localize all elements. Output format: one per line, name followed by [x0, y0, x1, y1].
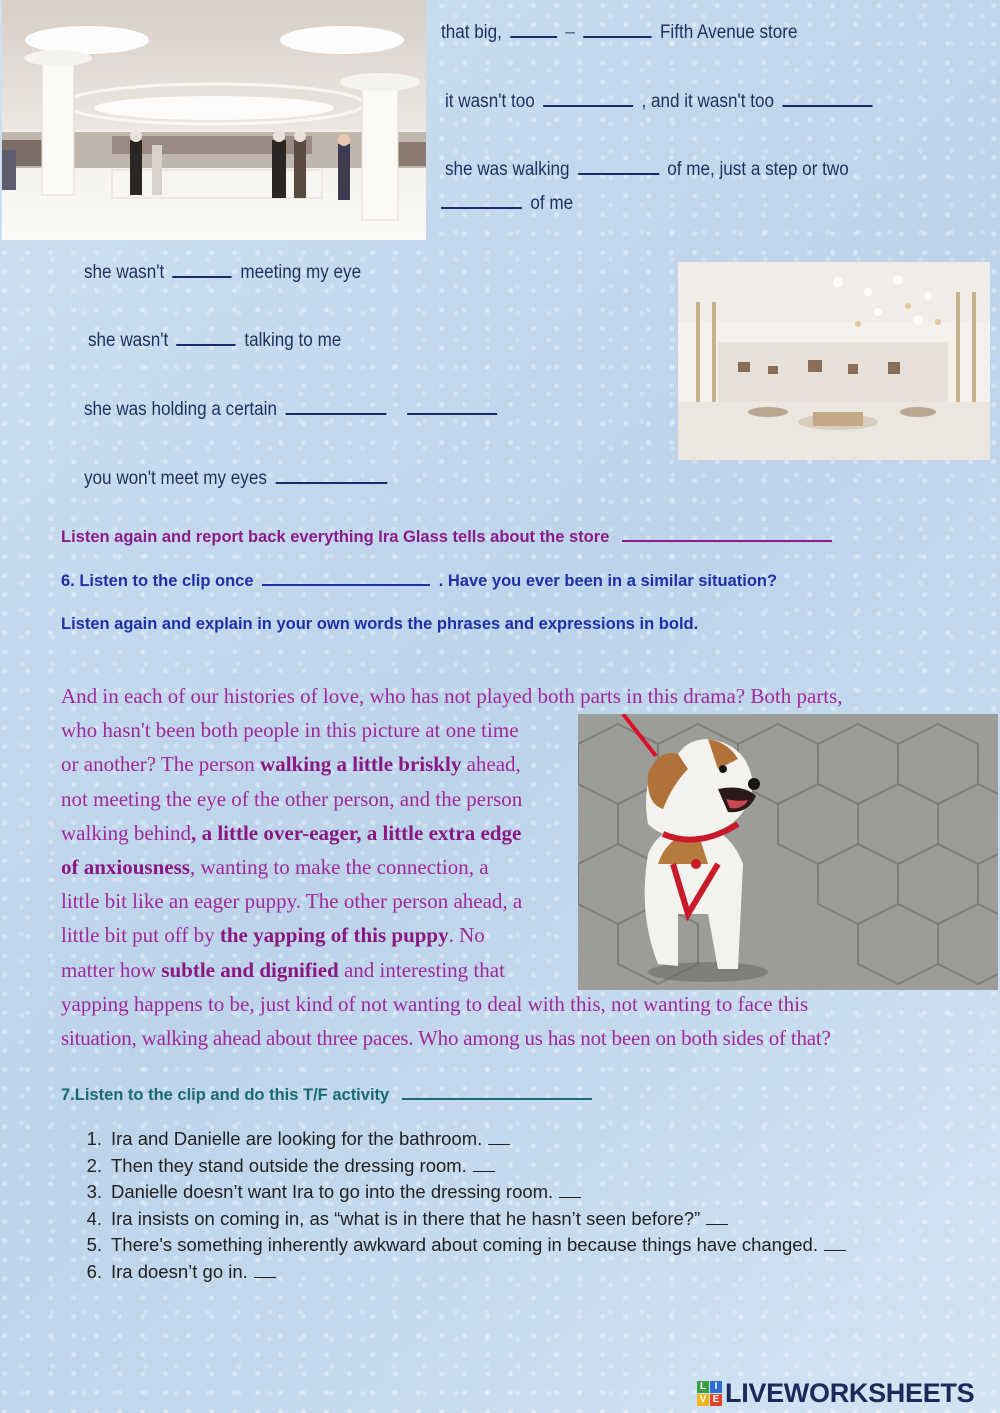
- report-instruction: [61, 528, 836, 547]
- passage-line: [61, 953, 961, 987]
- fill-text: of me: [530, 193, 574, 214]
- instruction-text: 7.Listen to the clip and do this T/F activity: [61, 1086, 390, 1104]
- passage-line: [61, 850, 961, 884]
- tf-number: 6.: [86, 1260, 102, 1282]
- tf-item-6: [72, 1261, 846, 1288]
- passage-text: . No: [448, 923, 485, 948]
- tf-text: Ira doesn’t go in.: [111, 1260, 248, 1282]
- liveworksheets-wordmark: LIVEWORKSHEETS: [725, 1377, 975, 1408]
- tf-answer-blank[interactable]: [824, 1249, 846, 1251]
- blank[interactable]: [262, 582, 430, 586]
- passage-text: ahead,: [461, 752, 521, 777]
- logo-letter: L: [697, 1381, 709, 1393]
- bold-phrase: the yapping of this puppy: [219, 923, 449, 948]
- fill-text: she was walking: [445, 159, 570, 180]
- instruction-text: . Have you ever been in a similar situation?: [438, 572, 778, 590]
- blank[interactable]: [583, 34, 651, 38]
- fill-text: Fifth Avenue store: [659, 22, 798, 43]
- logo-letter: E: [710, 1394, 722, 1406]
- tf-item-4: [72, 1208, 846, 1235]
- bold-phrase: of anxiousness: [61, 855, 190, 880]
- fill-text: that big,: [441, 22, 502, 43]
- fill-text: she wasn't: [84, 262, 165, 283]
- bold-phrase: subtle and dignified: [161, 957, 339, 982]
- question-6: [61, 572, 777, 591]
- blank[interactable]: [173, 274, 232, 278]
- blank[interactable]: [177, 342, 236, 346]
- blank[interactable]: [441, 205, 522, 209]
- blank[interactable]: [543, 103, 633, 107]
- tf-number: 5.: [86, 1234, 102, 1255]
- passage-line: situation, walking ahead about three paces. Who among us has not been on both sides of that?: [61, 1026, 831, 1051]
- bold-phrase: , a little over-eager, a little extra edge: [191, 820, 522, 845]
- blank[interactable]: [285, 411, 386, 415]
- fill-line-5: [84, 262, 361, 284]
- fill-text: meeting my eye: [240, 262, 362, 283]
- tf-text: Ira insists on coming in, as “what is in there that he hasn’t seen before?”: [111, 1207, 701, 1229]
- tf-text: Danielle doesn’t want Ira to go into the dressing room.: [111, 1181, 554, 1202]
- tf-answer-blank[interactable]: [706, 1223, 728, 1225]
- passage-text: walking behind: [61, 820, 192, 845]
- fill-line-3: [445, 159, 849, 181]
- passage-text: little bit put off by: [61, 923, 220, 948]
- fill-text: it wasn't too: [445, 91, 535, 112]
- instruction-text: Listen again and explain in your own words the phrases and expressions in bold.: [61, 615, 699, 633]
- passage-line: little bit like an eager puppy. The other person ahead, a: [61, 889, 523, 914]
- fill-text: you won't meet my eyes: [84, 468, 267, 489]
- fill-line-1: [441, 22, 798, 44]
- tf-text: There's something inherently awkward about coming in because things have changed.: [111, 1234, 818, 1255]
- blank[interactable]: [622, 538, 832, 542]
- instruction-text: Listen again and report back everything Ira Glass tells about the store: [61, 528, 610, 546]
- tf-item-1: [72, 1128, 846, 1155]
- instruction-text: 6. Listen to the clip once: [61, 572, 254, 590]
- passage-line: And in each of our histories of love, who has not played both parts in this drama? Both parts,: [61, 684, 843, 708]
- tf-answer-blank[interactable]: [488, 1143, 510, 1145]
- fill-line-8: [84, 468, 390, 490]
- fill-line-4: [441, 193, 573, 215]
- tf-item-2: [72, 1155, 846, 1182]
- fill-text: she was holding a certain: [84, 399, 277, 420]
- fill-text: talking to me: [244, 330, 342, 351]
- tf-text: Then they stand outside the dressing room.: [111, 1154, 467, 1176]
- tf-answer-blank[interactable]: [559, 1196, 581, 1198]
- tf-text: Ira and Danielle are looking for the bathroom.: [111, 1128, 483, 1149]
- fill-line-2: [445, 91, 876, 113]
- fill-line-7: [84, 399, 501, 421]
- tf-number: 3.: [86, 1181, 102, 1202]
- blank[interactable]: [407, 411, 497, 415]
- passage-line: [61, 918, 961, 952]
- store-photo-2: [678, 262, 990, 460]
- blank[interactable]: [275, 480, 387, 484]
- passage: [61, 679, 961, 1055]
- dash-text: –: [565, 22, 575, 43]
- passage-line: who hasn't been both people in this picture at one time: [61, 718, 519, 743]
- passage-line: yapping happens to be, just kind of not wanting to deal with this, not wanting to face this: [61, 991, 809, 1016]
- passage-line: [61, 747, 961, 781]
- passage-line: [61, 816, 961, 850]
- bold-phrase: walking a little briskly: [260, 752, 462, 777]
- fill-text: , and it wasn't too: [641, 91, 775, 112]
- blank[interactable]: [782, 103, 872, 107]
- passage-line: not meeting the eye of the other person, and the person: [61, 786, 523, 811]
- fill-text: of me, just a step or two: [667, 159, 849, 180]
- tf-item-3: [72, 1181, 846, 1208]
- blank[interactable]: [510, 34, 557, 38]
- liveworksheets-icon: [697, 1381, 722, 1406]
- question-7: [61, 1086, 596, 1105]
- passage-text: and interesting that: [338, 957, 505, 982]
- logo-letter: V: [697, 1394, 709, 1406]
- tf-answer-blank[interactable]: [254, 1276, 276, 1278]
- fill-line-6: [88, 330, 341, 352]
- passage-text: or another? The person: [61, 752, 261, 777]
- tf-list: [72, 1128, 846, 1287]
- passage-text: matter how: [61, 957, 162, 982]
- tf-item-5: [72, 1234, 846, 1261]
- tf-number: 4.: [86, 1207, 102, 1229]
- blank[interactable]: [402, 1096, 592, 1100]
- logo-letter: I: [710, 1381, 722, 1393]
- store-photo-1: [2, 0, 426, 240]
- passage-text: , wanting to make the connection, a: [189, 855, 489, 880]
- liveworksheets-logo[interactable]: [697, 1376, 974, 1410]
- fill-text: she wasn't: [88, 330, 169, 351]
- tf-number: 2.: [86, 1154, 102, 1176]
- explain-instruction: [61, 615, 698, 634]
- tf-number: 1.: [86, 1128, 102, 1149]
- blank[interactable]: [578, 171, 659, 175]
- tf-answer-blank[interactable]: [473, 1170, 495, 1172]
